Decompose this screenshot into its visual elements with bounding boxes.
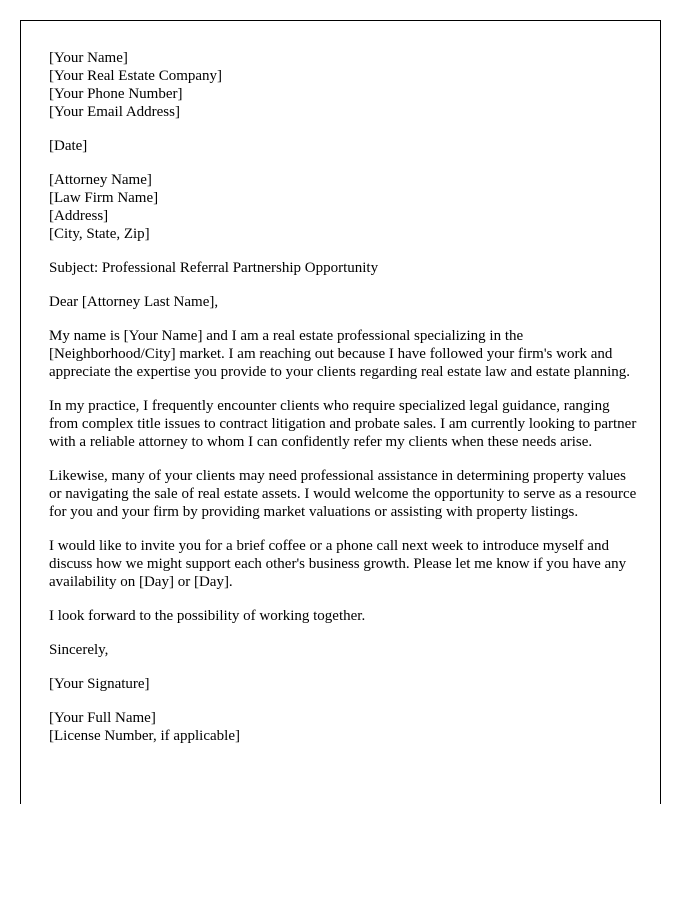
date-block — [49, 137, 639, 155]
recipient-block — [49, 171, 639, 243]
signoff-full-name: [Your Full Name] — [49, 710, 156, 726]
sender-name: [Your Name] — [49, 50, 128, 66]
sender-email: [Your Email Address] — [49, 104, 180, 120]
recipient-firm: [Law Firm Name] — [49, 190, 159, 206]
sender-block — [49, 49, 639, 121]
recipient-city-state-zip: [City, State, Zip] — [49, 226, 150, 242]
letter-page — [20, 20, 661, 804]
letter-body — [49, 49, 639, 745]
signoff-license: [License Number, if applicable] — [49, 728, 240, 744]
body-paragraph-2: In my practice, I frequently encounter clients who require specialized legal guidance, ranging from complex title issues to contract litigation and probate sales. I am currently looking to partner with a reliable attorney to whom I can confidently refer my clients when these needs arise. — [49, 398, 637, 450]
body-paragraph-4: I would like to invite you for a brief coffee or a phone call next week to introduce myself and discuss how we might support each other's business growth. Please let me know if you have any availability on [Day] or [Day]. — [49, 538, 627, 590]
salutation: Dear [Attorney Last Name], — [49, 294, 219, 310]
sender-company: [Your Real Estate Company] — [49, 68, 223, 84]
signoff-block — [49, 709, 639, 745]
body-paragraph-5: I look forward to the possibility of working together. — [49, 608, 366, 624]
subject-line: Subject: Professional Referral Partnership Opportunity — [49, 260, 379, 276]
body-paragraph-1: My name is [Your Name] and I am a real estate professional specializing in the [Neighborhood/City] market. I am reaching out because I have followed your firm's work and appreciate the expertise you provide to your clients regarding real estate law and estate planning. — [49, 328, 631, 380]
signature: [Your Signature] — [49, 676, 150, 692]
body-paragraph-3: Likewise, many of your clients may need professional assistance in determining property values or navigating the sale of real estate assets. I would welcome the opportunity to serve as a resource for you and your firm by providing market valuations or assisting with property listings. — [49, 468, 637, 520]
recipient-address: [Address] — [49, 208, 109, 224]
recipient-name: [Attorney Name] — [49, 172, 152, 188]
sender-phone: [Your Phone Number] — [49, 86, 183, 102]
closing: Sincerely, — [49, 642, 109, 658]
letter-date: [Date] — [49, 138, 88, 154]
